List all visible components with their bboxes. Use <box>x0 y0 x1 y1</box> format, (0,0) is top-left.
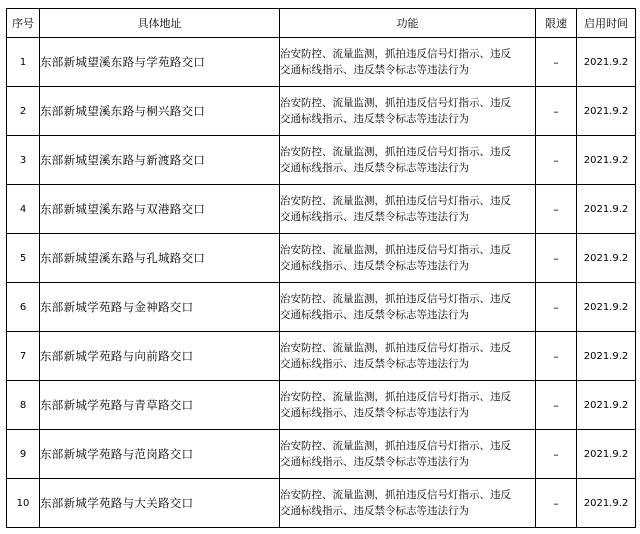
row-number: 4 <box>7 185 40 234</box>
row-function <box>280 430 536 479</box>
row-number: 10 <box>7 479 40 528</box>
table-row <box>7 430 636 479</box>
table-row <box>7 38 636 87</box>
row-function-line-2: 交通标线指示、违反禁令标志等违法行为 <box>280 260 469 272</box>
row-function-line-2: 交通标线指示、违反禁令标志等违法行为 <box>280 358 469 370</box>
row-speed-limit: – <box>536 234 577 283</box>
header-start-time: 启用时间 <box>577 9 636 38</box>
row-start-time: 2021.9.2 <box>577 479 636 528</box>
header-speed-limit: 限速 <box>536 9 577 38</box>
table-row <box>7 332 636 381</box>
row-address: 东部新城望溪东路与孔城路交口 <box>40 234 280 283</box>
row-speed-limit: – <box>536 136 577 185</box>
row-number: 7 <box>7 332 40 381</box>
row-speed-limit: – <box>536 283 577 332</box>
row-address: 东部新城望溪东路与学苑路交口 <box>40 38 280 87</box>
row-function-line-2: 交通标线指示、违反禁令标志等违法行为 <box>280 505 469 517</box>
row-function <box>280 185 536 234</box>
row-start-time: 2021.9.2 <box>577 234 636 283</box>
table-row <box>7 381 636 430</box>
row-speed-limit: – <box>536 479 577 528</box>
row-function-line-1: 治安防控、流量监测，抓拍违反信号灯指示、违反 <box>280 440 511 452</box>
row-speed-limit: – <box>536 381 577 430</box>
header-no: 序号 <box>7 9 40 38</box>
row-speed-limit: – <box>536 332 577 381</box>
table-row <box>7 136 636 185</box>
row-function <box>280 87 536 136</box>
row-function-line-1: 治安防控、流量监测，抓拍违反信号灯指示、违反 <box>280 244 511 256</box>
row-function <box>280 234 536 283</box>
row-function-line-1: 治安防控、流量监测，抓拍违反信号灯指示、违反 <box>280 97 511 109</box>
row-address: 东部新城学苑路与向前路交口 <box>40 332 280 381</box>
row-number: 9 <box>7 430 40 479</box>
row-address: 东部新城望溪东路与新渡路交口 <box>40 136 280 185</box>
row-function-line-2: 交通标线指示、违反禁令标志等违法行为 <box>280 64 469 76</box>
table-row <box>7 185 636 234</box>
table-row <box>7 283 636 332</box>
row-function <box>280 381 536 430</box>
row-function-line-1: 治安防控、流量监测，抓拍违反信号灯指示、违反 <box>280 48 511 60</box>
row-address: 东部新城学苑路与青草路交口 <box>40 381 280 430</box>
row-function <box>280 38 536 87</box>
row-start-time: 2021.9.2 <box>577 185 636 234</box>
row-function-line-1: 治安防控、流量监测，抓拍违反信号灯指示、违反 <box>280 195 511 207</box>
camera-locations-table <box>6 8 636 528</box>
table-body <box>7 38 636 528</box>
row-number: 5 <box>7 234 40 283</box>
row-number: 2 <box>7 87 40 136</box>
row-address: 东部新城学苑路与大关路交口 <box>40 479 280 528</box>
row-function <box>280 479 536 528</box>
row-function-line-1: 治安防控、流量监测，抓拍违反信号灯指示、违反 <box>280 293 511 305</box>
row-number: 8 <box>7 381 40 430</box>
row-speed-limit: – <box>536 87 577 136</box>
row-number: 6 <box>7 283 40 332</box>
row-address: 东部新城学苑路与范岗路交口 <box>40 430 280 479</box>
row-start-time: 2021.9.2 <box>577 332 636 381</box>
row-start-time: 2021.9.2 <box>577 38 636 87</box>
row-start-time: 2021.9.2 <box>577 283 636 332</box>
row-function <box>280 332 536 381</box>
row-start-time: 2021.9.2 <box>577 430 636 479</box>
table-row <box>7 87 636 136</box>
table-row <box>7 479 636 528</box>
row-function <box>280 136 536 185</box>
row-start-time: 2021.9.2 <box>577 136 636 185</box>
row-address: 东部新城望溪东路与双港路交口 <box>40 185 280 234</box>
row-number: 3 <box>7 136 40 185</box>
header-address: 具体地址 <box>40 9 280 38</box>
row-speed-limit: – <box>536 185 577 234</box>
row-address: 东部新城学苑路与金神路交口 <box>40 283 280 332</box>
row-function-line-1: 治安防控、流量监测，抓拍违反信号灯指示、违反 <box>280 342 511 354</box>
row-function <box>280 283 536 332</box>
row-function-line-1: 治安防控、流量监测，抓拍违反信号灯指示、违反 <box>280 391 511 403</box>
row-function-line-1: 治安防控、流量监测，抓拍违反信号灯指示、违反 <box>280 146 511 158</box>
row-function-line-2: 交通标线指示、违反禁令标志等违法行为 <box>280 211 469 223</box>
header-function: 功能 <box>280 9 536 38</box>
row-address: 东部新城望溪东路与桐兴路交口 <box>40 87 280 136</box>
row-number: 1 <box>7 38 40 87</box>
row-start-time: 2021.9.2 <box>577 87 636 136</box>
row-start-time: 2021.9.2 <box>577 381 636 430</box>
row-function-line-1: 治安防控、流量监测，抓拍违反信号灯指示、违反 <box>280 489 511 501</box>
row-speed-limit: – <box>536 38 577 87</box>
row-function-line-2: 交通标线指示、违反禁令标志等违法行为 <box>280 407 469 419</box>
table-header-row <box>7 9 636 38</box>
row-function-line-2: 交通标线指示、违反禁令标志等违法行为 <box>280 162 469 174</box>
row-speed-limit: – <box>536 430 577 479</box>
row-function-line-2: 交通标线指示、违反禁令标志等违法行为 <box>280 113 469 125</box>
row-function-line-2: 交通标线指示、违反禁令标志等违法行为 <box>280 309 469 321</box>
table-row <box>7 234 636 283</box>
row-function-line-2: 交通标线指示、违反禁令标志等违法行为 <box>280 456 469 468</box>
